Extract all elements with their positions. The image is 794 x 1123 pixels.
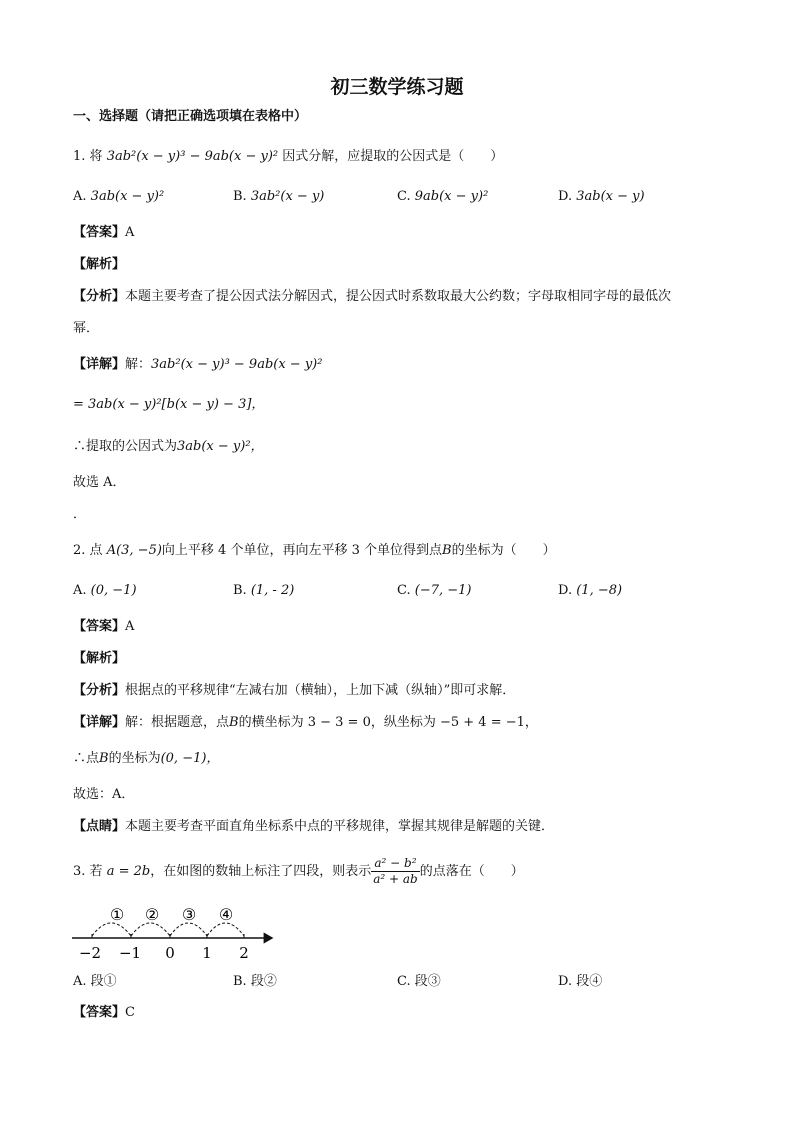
- segment-arc: [92, 923, 131, 936]
- option-expr: (1, −8): [576, 583, 623, 598]
- fraction: [371, 856, 419, 887]
- option-a: [73, 582, 137, 600]
- fenxi-line: [73, 288, 671, 306]
- fenxi-line: [73, 682, 515, 700]
- option-expr: 3ab(x − y): [576, 189, 645, 204]
- number-line-figure: [68, 900, 288, 964]
- option-label: A.: [73, 974, 87, 989]
- question-number: 3. 若: [73, 864, 103, 879]
- option-expr: (1, - 2): [250, 583, 295, 598]
- option-b: [233, 973, 277, 991]
- answer-tag: 【答案】: [73, 225, 126, 240]
- option-b: [233, 188, 324, 206]
- math-symbol: B: [442, 543, 452, 558]
- segment-arc: [207, 923, 244, 936]
- tick-label: 2: [239, 944, 249, 962]
- math-symbol: B: [99, 751, 109, 766]
- answer-value: A: [125, 225, 135, 240]
- tick-label: 0: [165, 944, 175, 962]
- option-text: 段④: [576, 974, 603, 989]
- option-c: [397, 582, 472, 600]
- separator-dot: ．: [73, 507, 87, 522]
- conclusion-line: [73, 750, 219, 768]
- question-2: [73, 542, 556, 560]
- option-label: B.: [233, 189, 247, 204]
- xiangjie-line: [73, 356, 322, 374]
- answer-tag: 【答案】: [73, 619, 126, 634]
- option-d: [558, 188, 645, 206]
- option-d: [558, 973, 602, 991]
- question-stem: ，在如图的数轴上标注了四段，则表示: [150, 864, 372, 879]
- section-heading: 一、选择题（请把正确选项填在表格中）: [73, 109, 308, 124]
- choose-line: 故选：A．: [73, 787, 135, 802]
- answer-value: C: [125, 1005, 135, 1020]
- question-3: [73, 856, 524, 888]
- option-expr: 3ab²(x − y): [250, 189, 325, 204]
- analysis-tag: 【解析】: [73, 257, 126, 272]
- option-expr: (0, −1): [90, 583, 137, 598]
- math-symbol: B: [229, 715, 239, 730]
- math-expression: (0, −1)，: [160, 751, 220, 766]
- xiangjie-lead: 解：: [125, 357, 152, 372]
- answer-line: [73, 224, 134, 242]
- option-label: A.: [73, 189, 87, 204]
- question-stem-end: 的坐标为（ ）: [451, 543, 556, 558]
- math-expression: A(3, −5): [106, 543, 162, 558]
- fenxi-text: 根据点的平移规律“左减右加（横轴），上加下减（纵轴）”即可求解．: [125, 683, 516, 698]
- option-text: 段②: [250, 974, 277, 989]
- xiangjie-text: 的横坐标为 3 − 3 = 0，纵坐标为 −5 + 4 = −1，: [238, 715, 538, 730]
- tick-label: −1: [118, 944, 142, 962]
- option-label: D.: [558, 583, 573, 598]
- dianjing-text: 本题主要考查平面直角坐标系中点的平移规律，掌握其规律是解题的关键．: [125, 819, 555, 834]
- segment-label: ③: [181, 905, 197, 924]
- option-d: [558, 582, 622, 600]
- xiangjie-text: 解：根据题意，点: [125, 715, 230, 730]
- xiangjie-line: [73, 714, 538, 732]
- question-stem: 向上平移 4 个单位，再向左平移 3 个单位得到点: [161, 543, 442, 558]
- option-label: C.: [397, 189, 411, 204]
- page-title: 初三数学练习题: [330, 76, 464, 98]
- fenxi-tag: 【分析】: [73, 289, 126, 304]
- tick-label: −2: [78, 944, 102, 962]
- answer-tag: 【答案】: [73, 1005, 126, 1020]
- option-label: D.: [558, 974, 573, 989]
- segment-arc: [170, 923, 207, 936]
- math-expression: = 3ab(x − y)²[b(x − y) − 3]，: [73, 397, 265, 412]
- segment-label: ④: [218, 905, 234, 924]
- xiangjie-step-3: [73, 438, 264, 456]
- math-expression: a = 2b: [106, 864, 151, 879]
- xiangjie-step-2: [73, 396, 264, 414]
- conclusion-lead: ∴点: [73, 751, 100, 766]
- tick-label: 1: [202, 944, 212, 962]
- math-expression: 3ab²(x − y)³ − 9ab(x − y)²: [106, 149, 279, 164]
- option-text: 段③: [414, 974, 441, 989]
- option-expr: 9ab(x − y)²: [414, 189, 489, 204]
- math-expression: 3ab²(x − y)³ − 9ab(x − y)²: [151, 357, 323, 372]
- xiangjie-tag: 【详解】: [73, 715, 126, 730]
- option-label: D.: [558, 189, 573, 204]
- fraction-numerator: a² − b²: [371, 856, 419, 872]
- fenxi-tag: 【分析】: [73, 683, 126, 698]
- fraction-denominator: a² + ab: [373, 872, 418, 886]
- option-label: C.: [397, 974, 411, 989]
- option-expr: (−7, −1): [414, 583, 472, 598]
- question-stem-end: 的点落在（ ）: [419, 864, 524, 879]
- answer-value: A: [125, 619, 135, 634]
- option-label: B.: [233, 974, 247, 989]
- answer-line: [73, 618, 134, 636]
- option-c: [397, 973, 441, 991]
- question-number: 2. 点: [73, 543, 103, 558]
- math-expression: 3ab(x − y)²，: [177, 439, 264, 454]
- option-label: B.: [233, 583, 247, 598]
- option-b: [233, 582, 294, 600]
- option-expr: 3ab(x − y)²: [90, 189, 165, 204]
- segment-label: ①: [109, 905, 125, 924]
- analysis-tag: 【解析】: [73, 651, 126, 666]
- question-stem: 因式分解，应提取的公因式是（ ）: [282, 149, 504, 164]
- dianjing-tag: 【点睛】: [73, 819, 126, 834]
- xiangjie-tag: 【详解】: [73, 357, 126, 372]
- option-c: [397, 188, 488, 206]
- answer-line: [73, 1004, 135, 1022]
- question-number: 1. 将: [73, 149, 103, 164]
- segment-label: ②: [144, 905, 160, 924]
- option-a: [73, 973, 117, 991]
- option-label: C.: [397, 583, 411, 598]
- choose-line: 故选 A．: [73, 475, 126, 490]
- dianjing-line: [73, 818, 554, 836]
- fenxi-line-2: 幂．: [73, 321, 100, 336]
- question-1: [73, 148, 503, 166]
- fenxi-text: 本题主要考查了提公因式法分解因式，提公因式时系数取最大公约数；字母取相同字母的最低次: [125, 289, 672, 304]
- conclusion-lead: ∴提取的公因式为: [73, 439, 178, 454]
- option-a: [73, 188, 164, 206]
- option-label: A.: [73, 583, 87, 598]
- segment-arc: [131, 923, 170, 936]
- option-text: 段①: [90, 974, 117, 989]
- conclusion-text: 的坐标为: [108, 751, 161, 766]
